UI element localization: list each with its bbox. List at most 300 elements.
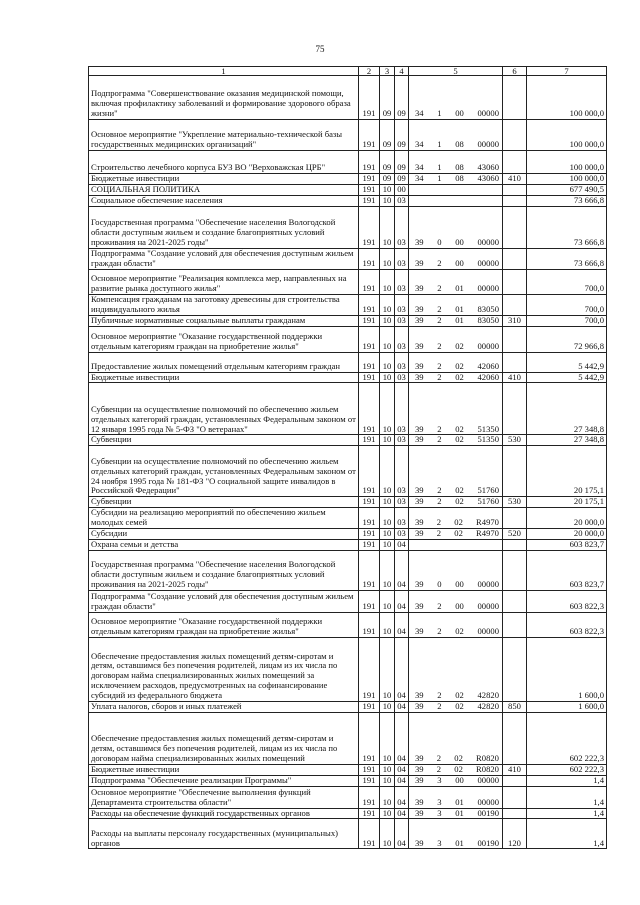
- row-name: Расходы на выплаты персоналу государственных (муниципальных) органов: [89, 819, 359, 849]
- target-article-code: [409, 776, 502, 786]
- target-article-part: 01: [455, 314, 464, 325]
- table-row: [89, 590, 607, 612]
- target-article-code: [409, 342, 502, 352]
- row-amount: 677 490,5: [527, 184, 607, 195]
- row-expense-type: [503, 550, 527, 590]
- row-expense-type: [503, 326, 527, 352]
- row-subsection: 04: [395, 786, 409, 808]
- target-article-part: 00000: [477, 257, 499, 268]
- row-amount: 73 666,8: [527, 195, 607, 206]
- row-expense-type: 410: [503, 372, 527, 383]
- table-row: [89, 508, 607, 529]
- row-amount: 73 666,8: [527, 206, 607, 248]
- target-article-part: 02: [455, 496, 464, 507]
- row-ved: 191: [359, 508, 380, 529]
- row-target-article: [409, 786, 503, 808]
- row-ved: 191: [359, 540, 380, 551]
- row-name: Основное мероприятие "Оказание государственной поддержки отдельным категориям граждан на приобретение жилья": [89, 612, 359, 637]
- target-article-part: 39: [415, 601, 424, 611]
- target-article-part: 2: [437, 601, 442, 611]
- row-section: 10: [380, 195, 395, 206]
- row-subsection: 09: [395, 174, 409, 185]
- target-article-code: [409, 238, 502, 248]
- target-article-part: 51350: [477, 434, 499, 445]
- row-section: 10: [380, 637, 395, 701]
- target-article-part: 08: [455, 173, 464, 183]
- target-article-part: 00000: [477, 601, 499, 611]
- row-subsection: 09: [395, 120, 409, 151]
- row-expense-type: [503, 195, 527, 206]
- row-section: 10: [380, 446, 395, 497]
- page-number: 75: [315, 44, 325, 54]
- row-amount: 72 966,8: [527, 326, 607, 352]
- row-section: 10: [380, 383, 395, 435]
- row-ved: 191: [359, 775, 380, 786]
- row-name: Государственная программа "Обеспечение населения Вологодской области доступным жильем и создание благоприятных условий проживания на 2021-2025 годы": [89, 550, 359, 590]
- row-amount: 1,4: [527, 819, 607, 849]
- target-article-part: 39: [415, 360, 424, 371]
- target-article-code: [409, 518, 502, 528]
- row-target-article: [409, 151, 503, 174]
- row-target-article: [409, 775, 503, 786]
- row-target-article: [409, 383, 503, 435]
- table-row: [89, 76, 607, 120]
- table-row: [89, 819, 607, 849]
- target-article-part: 42060: [477, 371, 499, 382]
- target-article-part: 2: [437, 340, 442, 351]
- row-amount: 603 822,3: [527, 612, 607, 637]
- row-subsection: 09: [395, 151, 409, 174]
- target-article-part: 02: [455, 360, 464, 371]
- row-expense-type: [503, 120, 527, 151]
- row-target-article: [409, 612, 503, 637]
- header-row: [89, 67, 607, 76]
- table-row: [89, 352, 607, 372]
- row-amount: 20 000,0: [527, 508, 607, 529]
- row-expense-type: [503, 637, 527, 701]
- row-expense-type: 530: [503, 435, 527, 446]
- row-ved: 191: [359, 637, 380, 701]
- row-subsection: 03: [395, 383, 409, 435]
- row-name: Подпрограмма "Обеспечение реализации Программы": [89, 775, 359, 786]
- row-name: Основное мероприятие "Обеспечение выполнения функций Департамента строительства области": [89, 786, 359, 808]
- row-section: 10: [380, 326, 395, 352]
- target-article-part: 2: [436, 763, 442, 774]
- target-article-code: [409, 765, 502, 775]
- target-article-part: 00: [455, 108, 464, 119]
- target-article-part: 2: [437, 700, 442, 711]
- table-row: [89, 248, 607, 269]
- table-row: [89, 446, 607, 497]
- target-article-part: 2: [437, 371, 442, 382]
- row-amount: 5 442,9: [527, 372, 607, 383]
- target-article-part: 2: [437, 626, 442, 636]
- row-ved: 191: [359, 248, 380, 269]
- target-article-part: 2: [436, 752, 442, 763]
- table-row: [89, 269, 607, 294]
- target-article-code: [409, 691, 502, 701]
- row-ved: 191: [359, 120, 380, 151]
- row-section: 09: [380, 151, 395, 174]
- target-article-part: 00: [455, 774, 464, 785]
- row-section: 10: [380, 786, 395, 808]
- target-article-part: 39: [415, 485, 424, 496]
- row-target-article: [409, 195, 503, 206]
- row-expense-type: 410: [503, 174, 527, 185]
- row-amount: 1 600,0: [527, 637, 607, 701]
- row-section: 10: [380, 612, 395, 637]
- col-header-target-article: 5: [409, 67, 503, 76]
- row-expense-type: [503, 294, 527, 315]
- row-expense-type: [503, 446, 527, 497]
- target-article-code: [409, 580, 502, 590]
- table-row: [89, 174, 607, 185]
- target-article-part: 08: [455, 162, 464, 173]
- target-article-code: [409, 702, 502, 712]
- target-article-part: 39: [415, 236, 424, 247]
- row-section: 10: [380, 508, 395, 529]
- row-expense-type: [503, 775, 527, 786]
- row-section: 10: [380, 294, 395, 315]
- row-target-article: [409, 819, 503, 849]
- row-section: 10: [380, 352, 395, 372]
- target-article-part: 00000: [477, 626, 499, 636]
- table-row: [89, 372, 607, 383]
- row-amount: 27 348,8: [527, 383, 607, 435]
- target-article-part: 00190: [477, 807, 499, 818]
- target-article-part: 00000: [477, 579, 499, 589]
- target-article-part: 00: [455, 579, 464, 589]
- target-article-part: 39: [415, 423, 424, 434]
- row-name: Бюджетные инвестиции: [89, 174, 359, 185]
- row-ved: 191: [359, 184, 380, 195]
- table-row: [89, 764, 607, 775]
- row-section: 10: [380, 248, 395, 269]
- target-article-part: 39: [415, 303, 424, 314]
- row-ved: 191: [359, 206, 380, 248]
- target-article-part: 51760: [477, 485, 499, 496]
- row-amount: 700,0: [527, 269, 607, 294]
- table-row: [89, 550, 607, 590]
- row-ved: 191: [359, 764, 380, 775]
- target-article-part: 02: [454, 528, 463, 539]
- target-article-part: 00000: [477, 340, 499, 351]
- row-section: 10: [380, 540, 395, 551]
- row-amount: 20 175,1: [527, 446, 607, 497]
- row-amount: 602 222,3: [527, 764, 607, 775]
- target-article-part: 01: [455, 807, 464, 818]
- row-section: 10: [380, 819, 395, 849]
- table-row: [89, 529, 607, 540]
- target-article-code: [409, 627, 502, 637]
- row-amount: 20 175,1: [527, 497, 607, 508]
- target-article-part: 42820: [477, 690, 499, 700]
- row-ved: 191: [359, 294, 380, 315]
- row-expense-type: [503, 352, 527, 372]
- target-article-part: 00000: [477, 282, 499, 293]
- row-name: Публичные нормативные социальные выплаты гражданам: [89, 315, 359, 326]
- row-target-article: [409, 508, 503, 529]
- target-article-part: 1: [437, 108, 442, 119]
- row-section: 10: [380, 529, 395, 540]
- row-name: Субсидии: [89, 529, 359, 540]
- row-ved: 191: [359, 174, 380, 185]
- row-section: 10: [380, 435, 395, 446]
- target-article-part: 02: [454, 752, 463, 763]
- target-article-code: [409, 529, 502, 539]
- row-target-article: [409, 701, 503, 712]
- row-target-article: [409, 550, 503, 590]
- row-target-article: [409, 808, 503, 819]
- target-article-part: 2: [437, 485, 442, 496]
- row-amount: 1,4: [527, 808, 607, 819]
- target-article-part: 2: [436, 528, 442, 539]
- row-target-article: [409, 352, 503, 372]
- row-name: Основное мероприятие "Укрепление материально-технической базы государственных медицинских организаций": [89, 120, 359, 151]
- row-amount: 100 000,0: [527, 151, 607, 174]
- row-ved: 191: [359, 446, 380, 497]
- row-ved: 191: [359, 497, 380, 508]
- target-article-part: 2: [437, 360, 442, 371]
- row-amount: 100 000,0: [527, 120, 607, 151]
- row-expense-type: [503, 612, 527, 637]
- target-article-part: 1: [437, 173, 442, 183]
- row-amount: 700,0: [527, 315, 607, 326]
- row-name: Компенсация гражданам на заготовку древесины для строительства индивидуального жилья: [89, 294, 359, 315]
- row-name: Обеспечение предоставления жилых помещений детям-сиротам и детям, оставшимся без попечения родителей, лицам из их числа по договорам найма специализированных жилых помещений за исключением расходов, предусмотренных на софинансирование субсидий из федерального бюджета: [89, 637, 359, 701]
- row-subsection: 03: [395, 497, 409, 508]
- row-expense-type: 120: [503, 819, 527, 849]
- row-section: 10: [380, 497, 395, 508]
- row-expense-type: [503, 184, 527, 195]
- target-article-part: 00: [455, 601, 464, 611]
- row-expense-type: [503, 151, 527, 174]
- target-article-part: 39: [415, 796, 424, 807]
- target-article-part: 39: [415, 626, 424, 636]
- table-row: [89, 540, 607, 551]
- row-expense-type: 520: [503, 529, 527, 540]
- table-row: [89, 151, 607, 174]
- row-section: 09: [380, 174, 395, 185]
- target-article-part: 2: [436, 517, 442, 528]
- row-target-article: [409, 269, 503, 294]
- target-article-part: 83050: [477, 314, 499, 325]
- row-name: Обеспечение предоставления жилых помещений детям-сиротам и детям, оставшимся без попечения родителей, лицам из их числа по договорам найма специализированных жилых помещений: [89, 712, 359, 764]
- row-amount: 27 348,8: [527, 435, 607, 446]
- col-header-name: 1: [89, 67, 359, 76]
- row-ved: 191: [359, 808, 380, 819]
- table-row: [89, 775, 607, 786]
- target-article-code: [409, 362, 502, 372]
- row-subsection: 03: [395, 248, 409, 269]
- row-expense-type: [503, 206, 527, 248]
- row-amount: 100 000,0: [527, 174, 607, 185]
- row-subsection: 03: [395, 508, 409, 529]
- row-subsection: 03: [395, 529, 409, 540]
- row-target-article: [409, 315, 503, 326]
- row-subsection: 03: [395, 352, 409, 372]
- target-article-part: 02: [455, 340, 464, 351]
- target-article-part: 02: [455, 700, 464, 711]
- row-name: Бюджетные инвестиции: [89, 372, 359, 383]
- row-name: СОЦИАЛЬНАЯ ПОЛИТИКА: [89, 184, 359, 195]
- target-article-part: 83050: [477, 303, 499, 314]
- row-target-article: [409, 174, 503, 185]
- target-article-part: 34: [415, 139, 424, 150]
- row-ved: 191: [359, 195, 380, 206]
- target-article-part: 39: [415, 837, 424, 848]
- table-row: [89, 786, 607, 808]
- row-amount: 20 000,0: [527, 529, 607, 540]
- row-target-article: [409, 326, 503, 352]
- target-article-part: 34: [415, 173, 424, 183]
- target-article-part: 2: [437, 314, 442, 325]
- budget-table: [88, 66, 607, 849]
- target-article-part: 39: [415, 340, 424, 351]
- row-name: Строительство лечебного корпуса БУЗ ВО "Верховажская ЦРБ": [89, 151, 359, 174]
- row-subsection: 03: [395, 269, 409, 294]
- row-target-article: [409, 184, 503, 195]
- target-article-part: 43060: [477, 162, 499, 173]
- row-name: Подпрограмма "Создание условий для обеспечения доступным жильем граждан области": [89, 248, 359, 269]
- row-subsection: 09: [395, 76, 409, 120]
- row-target-article: [409, 540, 503, 551]
- row-ved: 191: [359, 435, 380, 446]
- target-article-part: 01: [455, 282, 464, 293]
- row-subsection: 04: [395, 701, 409, 712]
- row-name: Основное мероприятие "Реализация комплекса мер, направленных на развитие рынка доступного жилья": [89, 269, 359, 294]
- row-subsection: 04: [395, 808, 409, 819]
- row-section: 10: [380, 590, 395, 612]
- target-article-code: [409, 316, 502, 326]
- row-ved: 191: [359, 76, 380, 120]
- row-section: 10: [380, 701, 395, 712]
- row-ved: 191: [359, 372, 380, 383]
- col-header-subsection: 4: [395, 67, 409, 76]
- row-expense-type: [503, 269, 527, 294]
- target-article-part: 00: [455, 257, 464, 268]
- target-article-code: [409, 284, 502, 294]
- target-article-part: 02: [455, 485, 464, 496]
- target-article-part: 00000: [477, 108, 499, 119]
- target-article-part: 02: [454, 517, 463, 528]
- table-row: [89, 808, 607, 819]
- target-article-part: 3: [437, 807, 442, 818]
- target-article-code: [409, 809, 502, 819]
- row-target-article: [409, 120, 503, 151]
- row-amount: 1,4: [527, 786, 607, 808]
- row-target-article: [409, 435, 503, 446]
- row-expense-type: [503, 248, 527, 269]
- target-article-part: 0: [437, 579, 442, 589]
- target-article-part: 39: [415, 752, 424, 763]
- row-subsection: 03: [395, 315, 409, 326]
- target-article-part: 2: [437, 496, 442, 507]
- target-article-part: 39: [415, 774, 424, 785]
- target-article-part: 1: [437, 162, 442, 173]
- row-section: 10: [380, 764, 395, 775]
- table-row: [89, 315, 607, 326]
- target-article-part: 34: [415, 162, 424, 173]
- table-row: [89, 326, 607, 352]
- row-section: 10: [380, 315, 395, 326]
- target-article-part: 00000: [477, 139, 499, 150]
- row-ved: 191: [359, 701, 380, 712]
- target-article-part: 02: [455, 371, 464, 382]
- target-article-part: 39: [415, 371, 424, 382]
- row-name: Субсидии на реализацию мероприятий по обеспечению жильем молодых семей: [89, 508, 359, 529]
- row-expense-type: 850: [503, 701, 527, 712]
- col-header-expense-type: 6: [503, 67, 527, 76]
- target-article-part: 39: [415, 579, 424, 589]
- row-amount: 100 000,0: [527, 76, 607, 120]
- target-article-part: 39: [415, 690, 424, 700]
- row-target-article: [409, 248, 503, 269]
- target-article-part: 3: [437, 837, 442, 848]
- target-article-code: [409, 259, 502, 269]
- target-article-part: 02: [455, 434, 464, 445]
- row-ved: 191: [359, 612, 380, 637]
- row-target-article: [409, 637, 503, 701]
- row-ved: 191: [359, 315, 380, 326]
- row-target-article: [409, 764, 503, 775]
- row-name: Бюджетные инвестиции: [89, 764, 359, 775]
- row-amount: 602 222,3: [527, 712, 607, 764]
- col-header-section: 3: [380, 67, 395, 76]
- table-row: [89, 294, 607, 315]
- row-expense-type: [503, 712, 527, 764]
- row-name: Субвенции на осуществление полномочий по обеспечению жильем отдельных категорий граждан, установленных Федеральным законом от 12 января 1995 года № 5-ФЗ "О ветеранах": [89, 383, 359, 435]
- row-name: Субвенции на осуществление полномочий по обеспечению жильем отдельных категорий граждан, установленных Федеральным законом от 24 ноября 1995 года № 181-ФЗ "О социальной защите инвалидов в Российской Федерации": [89, 446, 359, 497]
- row-expense-type: [503, 540, 527, 551]
- row-target-article: [409, 712, 503, 764]
- row-ved: 191: [359, 550, 380, 590]
- target-article-part: 39: [415, 257, 424, 268]
- table-row: [89, 120, 607, 151]
- target-article-part: 00000: [477, 236, 499, 247]
- row-subsection: 03: [395, 294, 409, 315]
- row-section: 10: [380, 372, 395, 383]
- row-name: Подпрограмма "Создание условий для обеспечения доступным жильем граждан области": [89, 590, 359, 612]
- target-article-part: 01: [455, 837, 464, 848]
- row-subsection: 00: [395, 184, 409, 195]
- row-expense-type: [503, 383, 527, 435]
- row-name: Расходы на обеспечение функций государственных органов: [89, 808, 359, 819]
- row-amount: 5 442,9: [527, 352, 607, 372]
- row-section: 10: [380, 184, 395, 195]
- row-subsection: 03: [395, 326, 409, 352]
- target-article-code: [409, 109, 502, 119]
- target-article-part: 01: [455, 303, 464, 314]
- row-target-article: [409, 590, 503, 612]
- col-header-amount: 7: [527, 67, 607, 76]
- table-row: [89, 712, 607, 764]
- target-article-part: 2: [437, 423, 442, 434]
- row-amount: 603 823,7: [527, 550, 607, 590]
- row-name: Подпрограмма "Совершенствование оказания медицинской помощи, включая профилактику заболеваний и формирование здорового образа жизни": [89, 76, 359, 120]
- row-subsection: 04: [395, 590, 409, 612]
- target-article-part: 42820: [477, 700, 499, 711]
- row-name: Государственная программа "Обеспечение населения Вологодской области доступным жильем и создание благоприятных условий проживания на 2021-2025 годы": [89, 206, 359, 248]
- target-article-part: R4970: [476, 517, 499, 528]
- table-row: [89, 637, 607, 701]
- target-article-part: 3: [437, 796, 442, 807]
- row-amount: 73 666,8: [527, 248, 607, 269]
- target-article-part: R0820: [476, 752, 499, 763]
- target-article-part: 2: [437, 434, 442, 445]
- target-article-part: R0820: [476, 763, 499, 774]
- row-target-article: [409, 372, 503, 383]
